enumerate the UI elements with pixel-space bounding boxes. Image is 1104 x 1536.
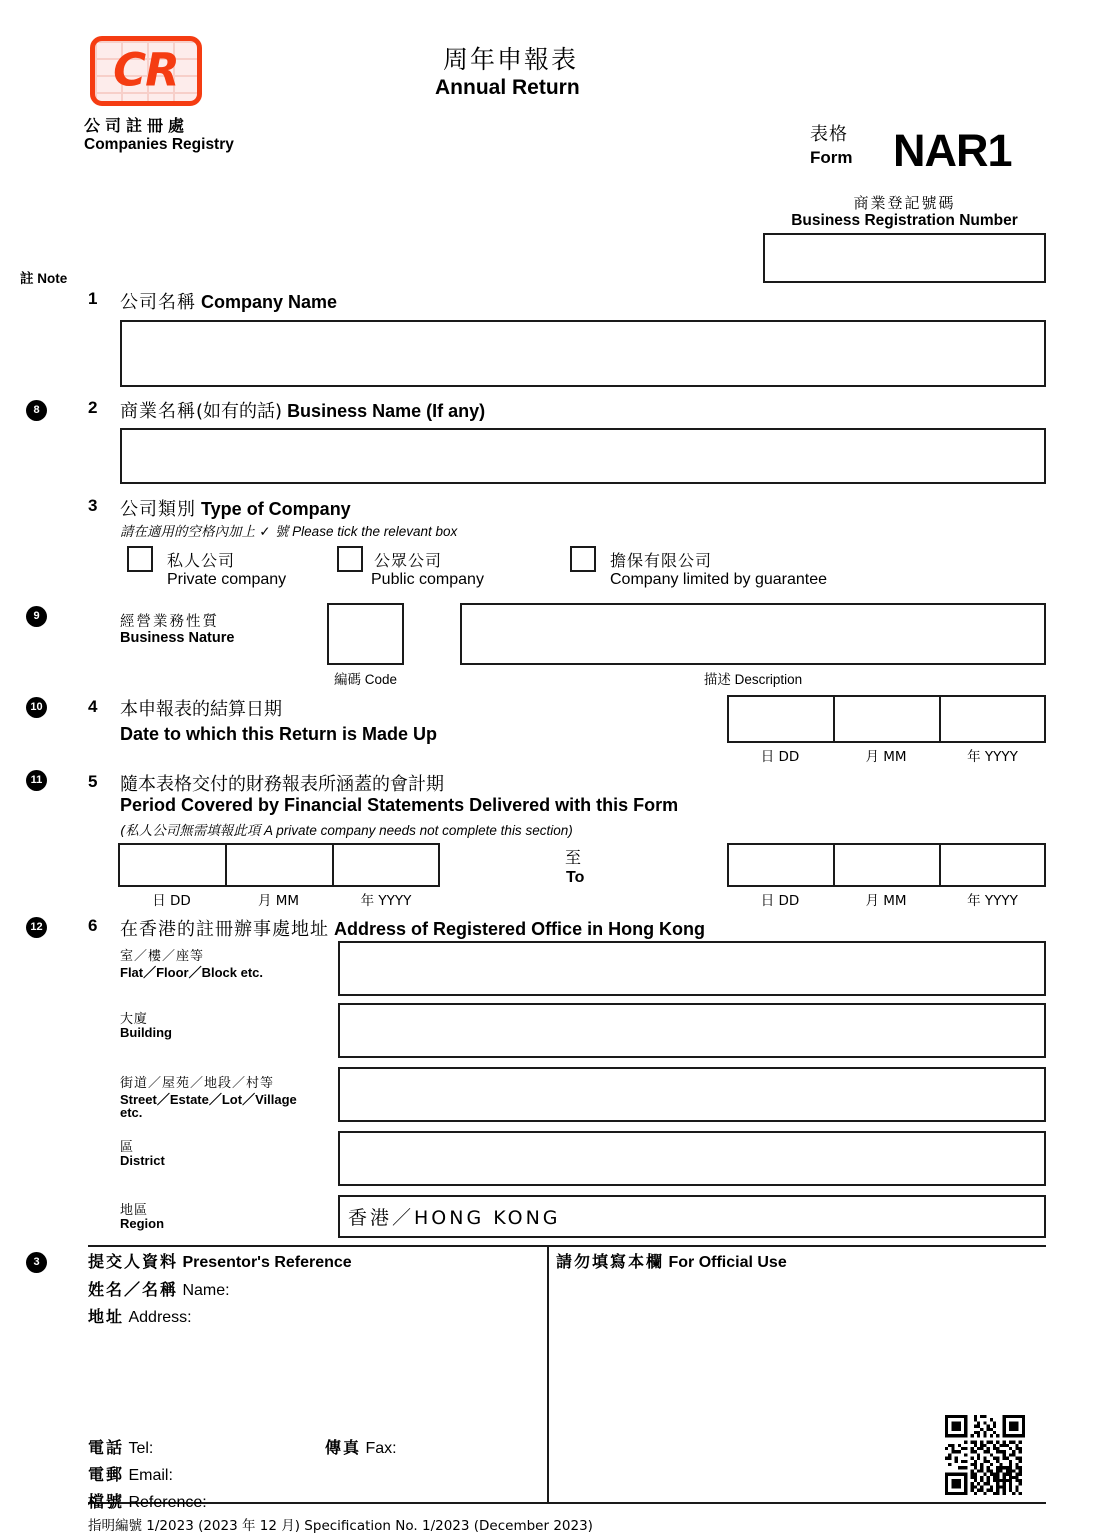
period-to-date-group[interactable] xyxy=(727,843,1046,887)
description-caption xyxy=(460,668,1046,688)
option-guarantee-en: Company limited by guarantee xyxy=(610,571,828,588)
option-public-company-en: Public company xyxy=(371,571,484,588)
presentor-address-label-zh: 地址 xyxy=(88,1307,125,1326)
section-6-title-en: Address of Registered Office in Hong Kong xyxy=(334,919,706,939)
period-from-caption-dd: 日 DD xyxy=(152,893,191,909)
period-from-separator-1 xyxy=(225,845,227,885)
period-from-separator-2 xyxy=(332,845,334,885)
note-marker-11: 11 xyxy=(26,770,47,791)
presentor-title-en: Presentor's Reference xyxy=(182,1254,352,1271)
form-code: NAR1 xyxy=(893,125,1012,176)
business-nature-code-input[interactable] xyxy=(327,603,404,665)
note-marker-3: 3 xyxy=(26,1252,47,1273)
presentor-top-rule xyxy=(88,1245,1046,1247)
address-label-street-en: Street／Estate／Lot／Village xyxy=(120,1092,297,1107)
address-label-flat-zh: 室／樓／座等 xyxy=(120,949,205,964)
note-column-label: 註 Note xyxy=(20,271,68,286)
period-to-separator-2 xyxy=(939,845,941,885)
presentor-name-row[interactable] xyxy=(88,1277,230,1300)
address-building-input[interactable] xyxy=(338,1003,1046,1058)
section-3-title-en: Type of Company xyxy=(201,499,351,519)
option-guarantee-zh: 擔保有限公司 xyxy=(610,551,713,570)
section-5-title-zh: 隨本表格交付的財務報表所涵蓋的會計期 xyxy=(120,774,444,795)
section-4-title-en: Date to which this Return is Made Up xyxy=(120,724,438,744)
presentor-tel-label-en: Tel: xyxy=(128,1440,154,1457)
address-label-district-en: District xyxy=(120,1153,165,1168)
business-nature-label-zh: 經營業務性質 xyxy=(120,614,219,630)
period-to-separator-1 xyxy=(833,845,835,885)
section-2-title-zh-paren: (如有的話) xyxy=(196,401,283,422)
form-label-zh: 表格 xyxy=(810,124,848,145)
presentor-email-label-zh: 電郵 xyxy=(88,1465,125,1484)
address-district-input[interactable] xyxy=(338,1131,1046,1186)
section-2-title-zh: 商業名稱 xyxy=(120,401,196,422)
logo-cr-text: CR xyxy=(113,43,179,97)
section-2-heading xyxy=(120,397,485,423)
section-5-title-en: Period Covered by Financial Statements Delivered with this Form xyxy=(120,795,679,815)
presentor-email-label-en: Email: xyxy=(128,1467,173,1484)
presentor-tel-row[interactable] xyxy=(88,1435,153,1458)
section-5-instruction-en: A private company needs not complete this section) xyxy=(264,823,573,838)
presentor-title xyxy=(88,1249,352,1272)
description-caption-en: Description xyxy=(734,672,803,687)
return-date-separator-2 xyxy=(939,697,941,741)
period-from-date-group[interactable] xyxy=(118,843,440,887)
brn-input[interactable] xyxy=(763,233,1046,283)
presentor-title-zh: 提交人資料 xyxy=(88,1252,179,1271)
checkbox-company-limited-by-guarantee[interactable] xyxy=(570,546,596,572)
address-label-street-zh: 街道／屋苑／地段／村等 xyxy=(120,1076,275,1091)
section-3-instruction-en: Please tick the relevant box xyxy=(292,524,458,539)
note-marker-8: 8 xyxy=(26,400,47,421)
description-caption-zh: 描述 xyxy=(703,672,731,688)
official-use-title-zh: 請勿填寫本欄 xyxy=(556,1252,665,1271)
presentor-name-label-zh: 姓名／名稱 xyxy=(88,1280,179,1299)
form-label-en: Form xyxy=(810,148,853,167)
address-label-district-zh: 區 xyxy=(120,1140,135,1155)
period-to-label-en: To xyxy=(566,869,585,886)
presentor-reference-row[interactable] xyxy=(88,1489,207,1512)
address-street-input[interactable] xyxy=(338,1067,1046,1122)
business-nature-label-en: Business Nature xyxy=(120,630,235,646)
presentor-reference-label-en: Reference: xyxy=(128,1494,207,1511)
registry-name-zh: 公司註冊處 xyxy=(84,116,190,135)
form-title-zh: 周年申報表 xyxy=(443,45,579,74)
presentor-name-label-en: Name: xyxy=(182,1282,230,1299)
code-caption xyxy=(327,668,404,688)
presentor-fax-label-en: Fax: xyxy=(365,1440,397,1457)
code-caption-zh: 編碼 xyxy=(333,672,361,688)
section-4-title-zh: 本申報表的結算日期 xyxy=(120,699,282,720)
period-to-caption-mm: 月 MM xyxy=(865,893,907,909)
form-title-en: Annual Return xyxy=(435,76,580,99)
qr-code-icon xyxy=(945,1415,1025,1495)
period-to-caption-dd: 日 DD xyxy=(760,893,800,909)
section-1-heading xyxy=(120,288,337,314)
section-1-title-zh: 公司名稱 xyxy=(120,292,196,313)
section-5-instruction xyxy=(120,819,573,839)
section-1-number: 1 xyxy=(88,289,98,308)
section-6-title-zh: 在香港的註冊辦事處地址 xyxy=(120,919,329,940)
return-date-caption-dd: 日 DD xyxy=(760,749,800,765)
section-3-instruction-zh: 請在適用的空格內加上 ✓ 號 xyxy=(120,524,289,540)
company-name-input[interactable] xyxy=(120,320,1046,387)
return-date-separator-1 xyxy=(833,697,835,741)
checkbox-public-company[interactable] xyxy=(337,546,363,572)
section-5-number: 5 xyxy=(88,772,98,791)
address-flat-input[interactable] xyxy=(338,941,1046,996)
address-label-building-zh: 大廈 xyxy=(120,1012,149,1027)
address-label-flat-en: Flat／Floor／Block etc. xyxy=(120,965,264,980)
checkbox-private-company[interactable] xyxy=(127,546,153,572)
official-use-title xyxy=(556,1249,787,1272)
presentor-bottom-rule xyxy=(88,1502,1046,1504)
section-3-number: 3 xyxy=(88,496,98,515)
option-public-company-zh: 公眾公司 xyxy=(374,551,443,570)
return-date-caption-mm: 月 MM xyxy=(865,749,907,765)
period-to-caption-yyyy: 年 YYYY xyxy=(967,893,1018,909)
presentor-fax-row[interactable] xyxy=(325,1435,397,1458)
section-5-instruction-zh: (私人公司無需填報此項 xyxy=(120,823,261,839)
section-6-heading xyxy=(120,915,705,941)
presentor-tel-label-zh: 電話 xyxy=(88,1438,125,1457)
option-private-company-en: Private company xyxy=(167,571,287,588)
companies-registry-logo-icon xyxy=(90,36,202,106)
section-1-title-en: Company Name xyxy=(201,292,338,312)
code-caption-en: Code xyxy=(364,672,398,687)
address-label-region-en: Region xyxy=(120,1216,165,1231)
section-3-title-zh: 公司類別 xyxy=(120,499,196,520)
period-to-label-zh: 至 xyxy=(565,848,582,867)
section-2-number: 2 xyxy=(88,398,98,417)
business-nature-description-input[interactable] xyxy=(460,603,1046,665)
section-6-number: 6 xyxy=(88,916,98,935)
address-region-value: 香港／HONG KONG xyxy=(348,1207,561,1229)
return-date-caption-yyyy: 年 YYYY xyxy=(967,749,1018,765)
presentor-divider-rule xyxy=(547,1245,549,1504)
period-from-caption-yyyy: 年 YYYY xyxy=(360,893,412,909)
return-date-group[interactable] xyxy=(727,695,1046,743)
section-3-instruction xyxy=(120,520,457,540)
address-label-building-en: Building xyxy=(120,1025,172,1040)
section-3-heading xyxy=(120,495,351,521)
address-label-street-en-2: etc. xyxy=(120,1105,143,1120)
business-name-input[interactable] xyxy=(120,428,1046,484)
brn-label-zh: 商業登記號碼 xyxy=(853,194,956,212)
brn-label-en: Business Registration Number xyxy=(791,212,1018,229)
period-from-caption-mm: 月 MM xyxy=(257,893,300,909)
presentor-email-row[interactable] xyxy=(88,1462,173,1485)
presentor-fax-label-zh: 傳真 xyxy=(325,1438,362,1457)
section-2-title-en: Business Name (If any) xyxy=(287,401,486,421)
specification-footer: 指明編號 1/2023 (2023 年 12 月) Specification No. 1/2023 (December 2023) xyxy=(88,1518,593,1534)
note-marker-9: 9 xyxy=(26,606,47,627)
presentor-reference-label-zh: 檔號 xyxy=(88,1492,125,1511)
registry-name-en: Companies Registry xyxy=(84,136,234,153)
note-marker-10: 10 xyxy=(26,697,47,718)
official-use-title-en: For Official Use xyxy=(668,1254,787,1271)
section-4-number: 4 xyxy=(88,697,98,716)
note-marker-12: 12 xyxy=(26,917,47,938)
presentor-address-label-en: Address: xyxy=(128,1309,192,1326)
address-label-region-zh: 地區 xyxy=(120,1203,149,1218)
presentor-address-row[interactable] xyxy=(88,1304,192,1327)
option-private-company-zh: 私人公司 xyxy=(167,551,236,570)
